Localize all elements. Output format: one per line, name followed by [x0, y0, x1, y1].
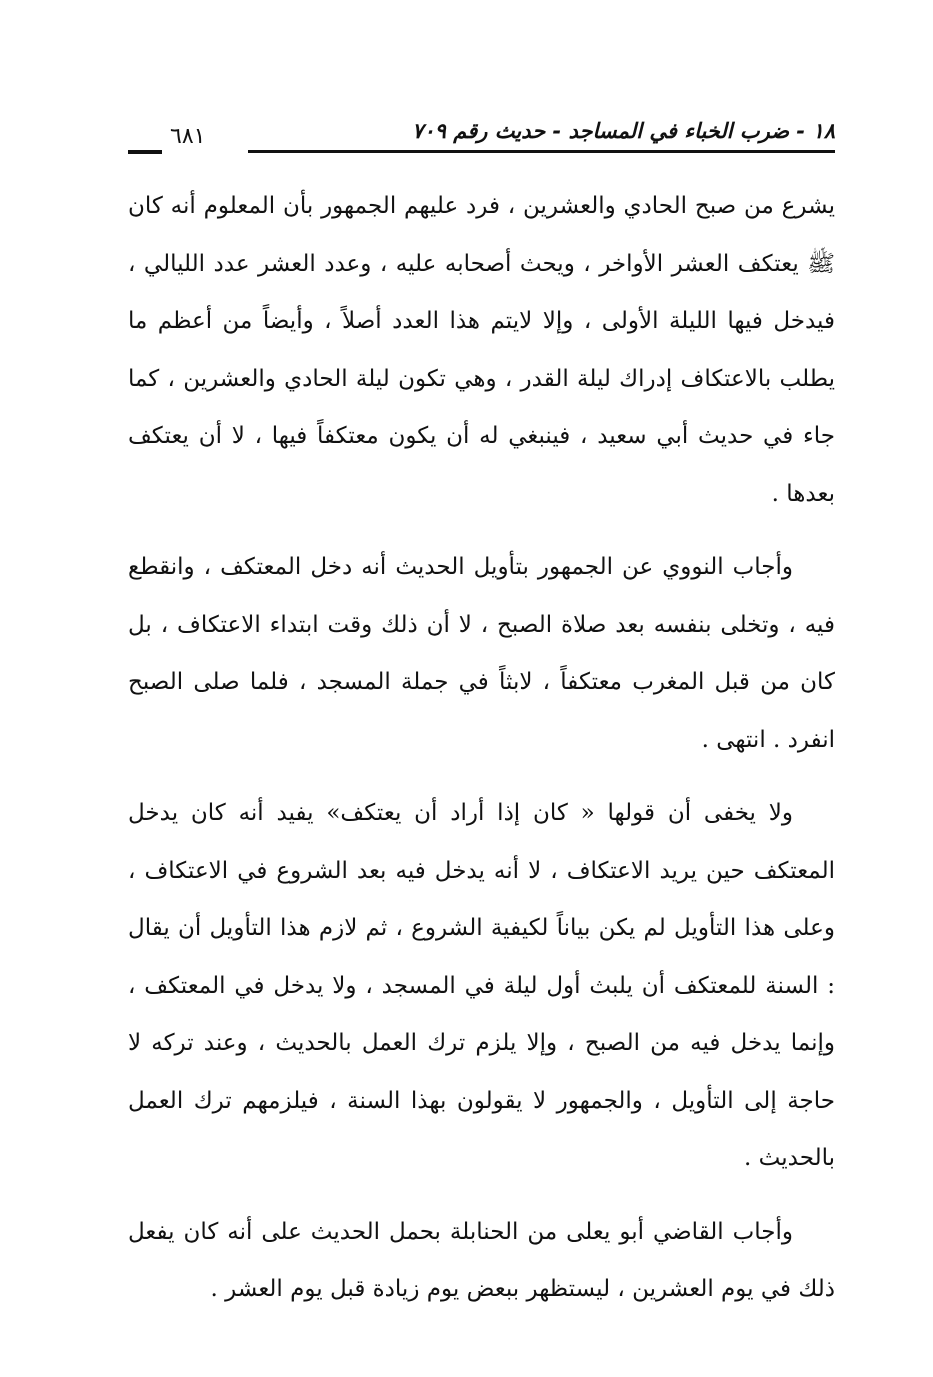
paragraph-2: وأجاب النووي عن الجمهور بتأويل الحديث أنه دخل المعتكف ، وانقطع فيه ، وتخلى بنفسه بعد صلاة الصبح ، لا أن ذلك وقت ابتداء الاعتكاف ، بل كان من قبل المغرب معتكفاً ، لابثاً في جملة المسجد ، فلما صلى الصبح انفرد . انتهى . — [128, 554, 835, 753]
running-title: ١٨ - ضرب الخباء في المساجد - حديث رقم ٧٠٩ — [412, 119, 835, 143]
running-header — [128, 116, 835, 160]
header-rule — [248, 150, 835, 153]
paragraph-3: ولا يخفى أن قولها « كان إذا أراد أن يعتكف» يفيد أنه كان يدخل المعتكف حين يريد الاعتكاف ، لا أنه يدخل فيه بعد الشروع في الاعتكاف ، وعلى هذا التأويل لم يكن بياناً لكيفية الشروع ، ثم لازم هذا التأويل أن يقال : السنة للمعتكف أن يلبث أول ليلة في المسجد ، ولا يدخل في المعتكف ، وإنما يدخل فيه من الصبح ، وإلا يلزم ترك العمل بالحديث ، وعند تركه لا حاجة إلى التأويل ، والجمهور لا يقولون بهذا السنة ، فيلزمهم ترك العمل بالحديث . — [128, 800, 835, 1171]
paragraph-1: يشرع من صبح الحادي والعشرين ، فرد عليهم الجمهور بأن المعلوم أنه كان ﷺ يعتكف العشر الأواخر ، ويحث أصحابه عليه ، وعدد العشر عدد الليالي ، فيدخل فيها الليلة الأولى ، وإلا لايتم هذا العدد أصلاً ، وأيضاً من أعظم ما يطلب بالاعتكاف إدراك ليلة القدر ، وهي تكون ليلة الحادي والعشرين ، كما جاء في حديث أبي سعيد ، فينبغي له أن يكون معتكفاً فيها ، لا أن يعتكف بعدها . — [128, 193, 835, 507]
paragraph-4: وأجاب القاضي أبو يعلى من الحنابلة بحمل الحديث على أنه كان يفعل ذلك في يوم العشرين ، ليستظهر ببعض يوم زيادة قبل يوم العشر . — [128, 1218, 835, 1302]
page-number: ٦٨١ — [170, 124, 206, 149]
page-number-rule — [128, 150, 162, 154]
body-text — [128, 178, 835, 1335]
